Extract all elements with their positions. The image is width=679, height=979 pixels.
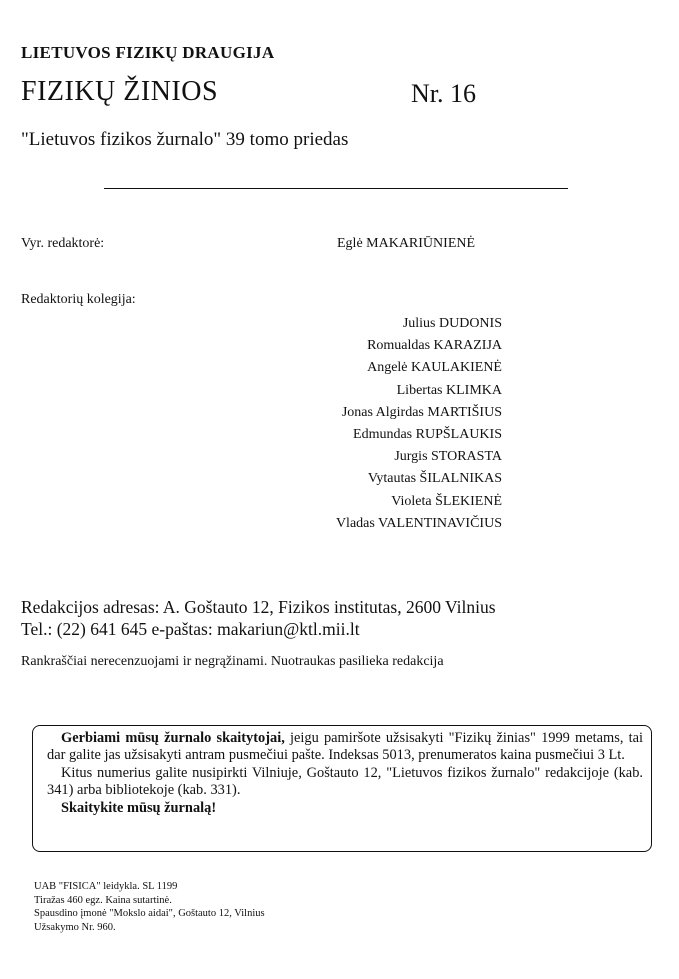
supplement-line: "Lietuvos fizikos žurnalo" 39 tomo priedas	[21, 129, 349, 150]
publisher-imprint	[34, 880, 265, 934]
board-member: Vytautas ŠILALNIKAS	[367, 471, 502, 487]
manuscript-note: Rankraščiai nerecenzuojami ir negrąžinami. Nuotraukas pasilieka redakcija	[21, 654, 444, 669]
board-member: Angelė KAULAKIENĖ	[367, 360, 502, 376]
header-divider	[104, 188, 568, 189]
imprint-line: Tiražas 460 egz. Kaina sutartinė.	[34, 894, 172, 906]
editorial-address: Redakcijos adresas: A. Goštauto 12, Fizikos institutas, 2600 Vilnius	[21, 597, 496, 617]
notice-paragraph-1-text: jeigu pamiršote užsisakyti "Fizikų žinias" 1999 metams, tai dar galite jas užsisakyti antram pusmečiui pašte. Indeksas 5013, prenumeratos kaina pusmečiui 3 Lt.	[47, 730, 643, 764]
imprint-line: Spausdino įmonė "Mokslo aidai", Goštauto 12, Vilnius	[34, 908, 265, 919]
board-member: Vladas VALENTINAVIČIUS	[335, 515, 502, 531]
notice-closing-text: Skaitykite mūsų žurnalą!	[61, 799, 217, 816]
notice-paragraph-2: Kitus numerius galite nusipirkti Vilniuje, Goštauto 12, "Lietuvos fizikos žurnalo" redakcijoje (kab. 341) arba bibliotekoje (kab. 331).	[47, 764, 643, 799]
journal-title: FIZIKŲ ŽINIOS	[21, 76, 219, 107]
board-member: Edmundas RUPŠLAUKIS	[353, 427, 502, 443]
society-name: LIETUVOS FIZIKŲ DRAUGIJA	[21, 43, 275, 62]
editorial-board-label: Redaktorių kolegija:	[21, 292, 136, 307]
board-member: Julius DUDONIS	[402, 316, 502, 331]
notice-paragraph-1	[47, 730, 643, 765]
issue-number: Nr. 16	[411, 79, 476, 108]
chief-editor-label: Vyr. redaktorė:	[21, 236, 105, 251]
imprint-line: UAB "FISICA" leidykla. SL 1199	[34, 881, 178, 892]
board-member: Jonas Algirdas MARTIŠIUS	[341, 404, 502, 420]
board-member: Romualdas KARAZIJA	[367, 338, 502, 354]
chief-editor-name: Eglė MAKARIŪNIENĖ	[337, 236, 476, 251]
board-member: Libertas KLIMKA	[396, 382, 502, 398]
phone-email-line: Tel.: (22) 641 645 e-paštas: makariun@ktl.mii.lt	[21, 619, 360, 639]
board-member: Jurgis STORASTA	[394, 449, 502, 465]
subscription-notice-box	[32, 725, 652, 852]
notice-closing	[47, 800, 643, 817]
editorial-board-list	[336, 313, 502, 535]
notice-greeting: Gerbiami mūsų žurnalo skaitytojai,	[61, 730, 285, 746]
imprint-line: Užsakymo Nr. 960.	[34, 921, 116, 933]
board-member: Violeta ŠLEKIENĖ	[391, 493, 502, 509]
